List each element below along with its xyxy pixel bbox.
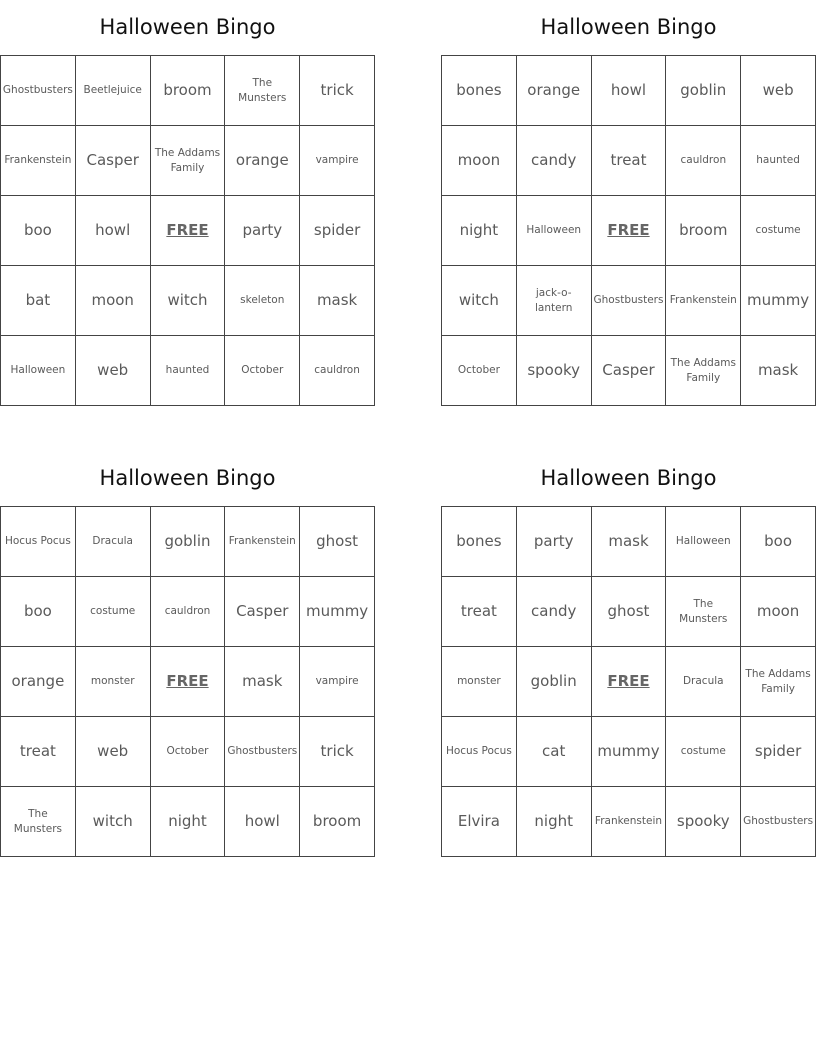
free-space-cell: FREE (151, 647, 226, 717)
bingo-cell: mummy (300, 577, 375, 647)
bingo-cell: party (517, 507, 592, 577)
free-space-cell: FREE (151, 196, 226, 266)
bingo-cell: treat (442, 577, 517, 647)
bingo-cell: Frankenstein (592, 787, 667, 857)
bingo-cell: ghost (300, 507, 375, 577)
card-title: Halloween Bingo (99, 15, 276, 39)
bingo-cell: Casper (592, 336, 667, 406)
bingo-cell: mummy (592, 717, 667, 787)
bingo-cell: October (442, 336, 517, 406)
bingo-cell: Ghostbusters (741, 787, 816, 857)
bingo-cell: Frankenstein (1, 126, 76, 196)
bingo-cell: boo (1, 196, 76, 266)
bingo-grid (441, 55, 816, 406)
bingo-cell: October (151, 717, 226, 787)
bingo-cell: Beetlejuice (76, 56, 151, 126)
bingo-cell: mummy (741, 266, 816, 336)
bingo-cell: broom (666, 196, 741, 266)
bingo-cell: goblin (151, 507, 226, 577)
free-space-cell: FREE (592, 196, 667, 266)
bingo-cell: web (76, 336, 151, 406)
bingo-cell: mask (300, 266, 375, 336)
bingo-cell: Dracula (76, 507, 151, 577)
bingo-cell: vampire (300, 647, 375, 717)
bingo-cell: treat (592, 126, 667, 196)
bingo-cell: The Addams Family (741, 647, 816, 717)
bingo-cell: Ghostbusters (592, 266, 667, 336)
bingo-cell: mask (592, 507, 667, 577)
card-title: Halloween Bingo (99, 466, 276, 490)
bingo-cell: night (442, 196, 517, 266)
bingo-cell: ghost (592, 577, 667, 647)
bingo-cell: witch (442, 266, 517, 336)
bingo-cell: Ghostbusters (1, 56, 76, 126)
bingo-cell: Frankenstein (666, 266, 741, 336)
bingo-cell: howl (76, 196, 151, 266)
bingo-cell: Halloween (517, 196, 592, 266)
bingo-cell: cauldron (666, 126, 741, 196)
bingo-cell: vampire (300, 126, 375, 196)
bingo-cell: October (225, 336, 300, 406)
bingo-cell: witch (151, 266, 226, 336)
bingo-cell: web (76, 717, 151, 787)
bingo-cell: broom (300, 787, 375, 857)
bingo-grid (0, 55, 375, 406)
bingo-cell: howl (592, 56, 667, 126)
bingo-cell: trick (300, 717, 375, 787)
bingo-cell: boo (1, 577, 76, 647)
bingo-cell: Frankenstein (225, 507, 300, 577)
bingo-cell: Hocus Pocus (1, 507, 76, 577)
bingo-cell: treat (1, 717, 76, 787)
bingo-cell: orange (1, 647, 76, 717)
bingo-cell: boo (741, 507, 816, 577)
bingo-cell: night (517, 787, 592, 857)
bingo-cell: trick (300, 56, 375, 126)
bingo-cell: moon (741, 577, 816, 647)
bingo-cell: goblin (517, 647, 592, 717)
free-space-cell: FREE (592, 647, 667, 717)
bingo-cell: The Munsters (225, 56, 300, 126)
bingo-cell: orange (225, 126, 300, 196)
bingo-cell: monster (76, 647, 151, 717)
bingo-cell: bat (1, 266, 76, 336)
bingo-cell: Halloween (1, 336, 76, 406)
bingo-cell: haunted (741, 126, 816, 196)
bingo-cell: Elvira (442, 787, 517, 857)
bingo-cell: night (151, 787, 226, 857)
bingo-cell: Ghostbusters (225, 717, 300, 787)
bingo-cell: party (225, 196, 300, 266)
bingo-cell: monster (442, 647, 517, 717)
bingo-cell: Casper (225, 577, 300, 647)
bingo-cell: goblin (666, 56, 741, 126)
bingo-cell: bones (442, 507, 517, 577)
bingo-cell: spooky (666, 787, 741, 857)
bingo-cell: witch (76, 787, 151, 857)
bingo-cell: cat (517, 717, 592, 787)
bingo-cell: spooky (517, 336, 592, 406)
bingo-cell: spider (741, 717, 816, 787)
bingo-cell: cauldron (300, 336, 375, 406)
bingo-cell: spider (300, 196, 375, 266)
bingo-cell: Halloween (666, 507, 741, 577)
bingo-cell: Dracula (666, 647, 741, 717)
bingo-cell: candy (517, 126, 592, 196)
bingo-cell: skeleton (225, 266, 300, 336)
bingo-cell: orange (517, 56, 592, 126)
bingo-cell: Hocus Pocus (442, 717, 517, 787)
bingo-cell: The Addams Family (666, 336, 741, 406)
bingo-grid (441, 506, 816, 857)
card-title: Halloween Bingo (540, 466, 717, 490)
bingo-cell: moon (442, 126, 517, 196)
bingo-cell: costume (741, 196, 816, 266)
bingo-cell: The Munsters (666, 577, 741, 647)
bingo-cell: haunted (151, 336, 226, 406)
bingo-cell: broom (151, 56, 226, 126)
bingo-cell: mask (225, 647, 300, 717)
bingo-cell: cauldron (151, 577, 226, 647)
bingo-cell: The Addams Family (151, 126, 226, 196)
card-title: Halloween Bingo (540, 15, 717, 39)
bingo-cell: moon (76, 266, 151, 336)
bingo-cell: bones (442, 56, 517, 126)
bingo-cell: The Munsters (1, 787, 76, 857)
bingo-cell: candy (517, 577, 592, 647)
bingo-grid (0, 506, 375, 857)
bingo-cell: Casper (76, 126, 151, 196)
bingo-cell: mask (741, 336, 816, 406)
bingo-cell: costume (666, 717, 741, 787)
bingo-cell: web (741, 56, 816, 126)
bingo-cell: costume (76, 577, 151, 647)
bingo-cell: jack-o-lantern (517, 266, 592, 336)
bingo-cell: howl (225, 787, 300, 857)
